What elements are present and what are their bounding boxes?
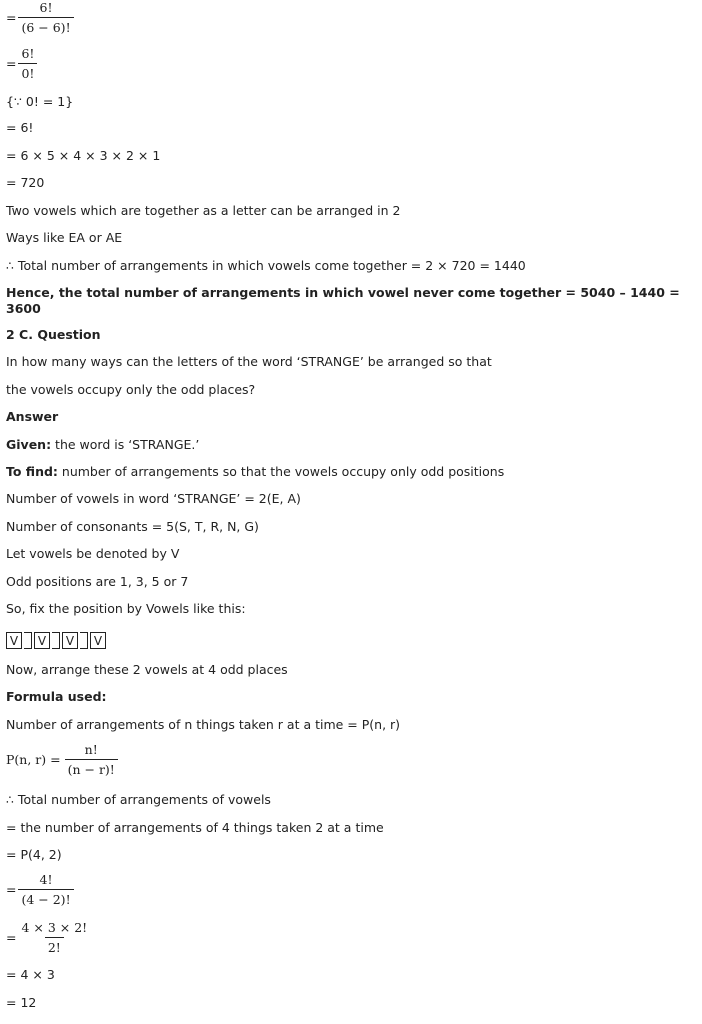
given-line xyxy=(6,437,199,453)
consonant-count: Number of consonants = 5(S, T, R, N, G) xyxy=(6,519,259,534)
fraction-6-over-0 xyxy=(6,0,74,35)
formula-lhs: P(n, r) = xyxy=(6,752,61,767)
arrange-vowels: Now, arrange these 2 vowels at 4 odd places xyxy=(6,662,288,677)
numerator: 6! xyxy=(39,0,53,15)
question-text-1: In how many ways can the letters of the word ‘STRANGE’ be arranged so that xyxy=(6,354,492,369)
given-label: Given: xyxy=(6,437,52,452)
equals-sign: = xyxy=(6,10,17,25)
fraction xyxy=(18,872,73,907)
given-text: the word is ‘STRANGE.’ xyxy=(51,437,200,452)
vowel-count: Number of vowels in word ‘STRANGE’ = 2(E, A) xyxy=(6,491,301,506)
position-box xyxy=(52,632,60,649)
denominator: 2! xyxy=(45,937,64,955)
text-total-together: ∴ Total number of arrangements in which vowels come together = 2 × 720 = 1440 xyxy=(6,258,526,273)
fraction xyxy=(18,0,73,35)
question-heading: 2 C. Question xyxy=(6,327,101,342)
question-text-2: the vowels occupy only the odd places? xyxy=(6,382,256,397)
odd-positions: Odd positions are 1, 3, 5 or 7 xyxy=(6,574,189,589)
denominator: (4 − 2)! xyxy=(18,889,73,907)
position-box: V xyxy=(62,632,78,649)
denominator: (n − r)! xyxy=(65,759,118,777)
to-find-text: number of arrangements so that the vowels occupy only odd positions xyxy=(57,464,505,479)
position-box: V xyxy=(90,632,106,649)
note-zero-factorial: {∵ 0! = 1} xyxy=(6,94,74,109)
fraction-4-over-4-minus-2 xyxy=(6,872,74,907)
equals-sign: = xyxy=(6,56,17,71)
text-two-vowels: Two vowels which are together as a letter can be arranged in 2 xyxy=(6,203,401,218)
position-box xyxy=(80,632,88,649)
step-720: = 720 xyxy=(6,175,45,190)
vowel-position-boxes xyxy=(6,632,106,649)
position-box xyxy=(24,632,32,649)
fraction-6-over-0-fact xyxy=(6,46,37,81)
four-things-two-at-time: = the number of arrangements of 4 things taken 2 at a time xyxy=(6,820,384,835)
step-6-factorial: = 6! xyxy=(6,120,34,135)
step-4-times-3: = 4 × 3 xyxy=(6,967,55,982)
denominator: (6 − 6)! xyxy=(18,17,73,35)
fix-positions: So, fix the position by Vowels like this: xyxy=(6,601,246,616)
step-expansion: = 6 × 5 × 4 × 3 × 2 × 1 xyxy=(6,148,161,163)
total-vowel-arrangements: ∴ Total number of arrangements of vowels xyxy=(6,792,271,807)
permutation-formula xyxy=(6,742,118,777)
fraction xyxy=(65,742,118,777)
fraction-expanded xyxy=(6,920,90,955)
to-find-line xyxy=(6,464,504,480)
vowel-notation: Let vowels be denoted by V xyxy=(6,546,180,561)
numerator: 4 × 3 × 2! xyxy=(21,920,88,935)
result-never-together: Hence, the total number of arrangements in which vowel never come together = 5040 – 1440 = 3600 xyxy=(6,285,680,316)
equals-sign: = xyxy=(6,882,17,897)
to-find-label: To find: xyxy=(6,464,58,479)
fraction xyxy=(18,920,90,955)
answer-heading: Answer xyxy=(6,409,59,424)
step-p-4-2: = P(4, 2) xyxy=(6,847,62,862)
position-box: V xyxy=(34,632,50,649)
numerator: 6! xyxy=(21,46,35,61)
numerator: 4! xyxy=(39,872,53,887)
denominator: 0! xyxy=(18,63,37,81)
formula-heading: Formula used: xyxy=(6,689,107,704)
equals-sign: = xyxy=(6,930,17,945)
formula-text: Number of arrangements of n things taken r at a time = P(n, r) xyxy=(6,717,401,732)
text-ways-ea-ae: Ways like EA or AE xyxy=(6,230,123,245)
fraction xyxy=(18,46,37,81)
step-12: = 12 xyxy=(6,995,37,1010)
position-box: V xyxy=(6,632,22,649)
numerator: n! xyxy=(84,742,98,757)
